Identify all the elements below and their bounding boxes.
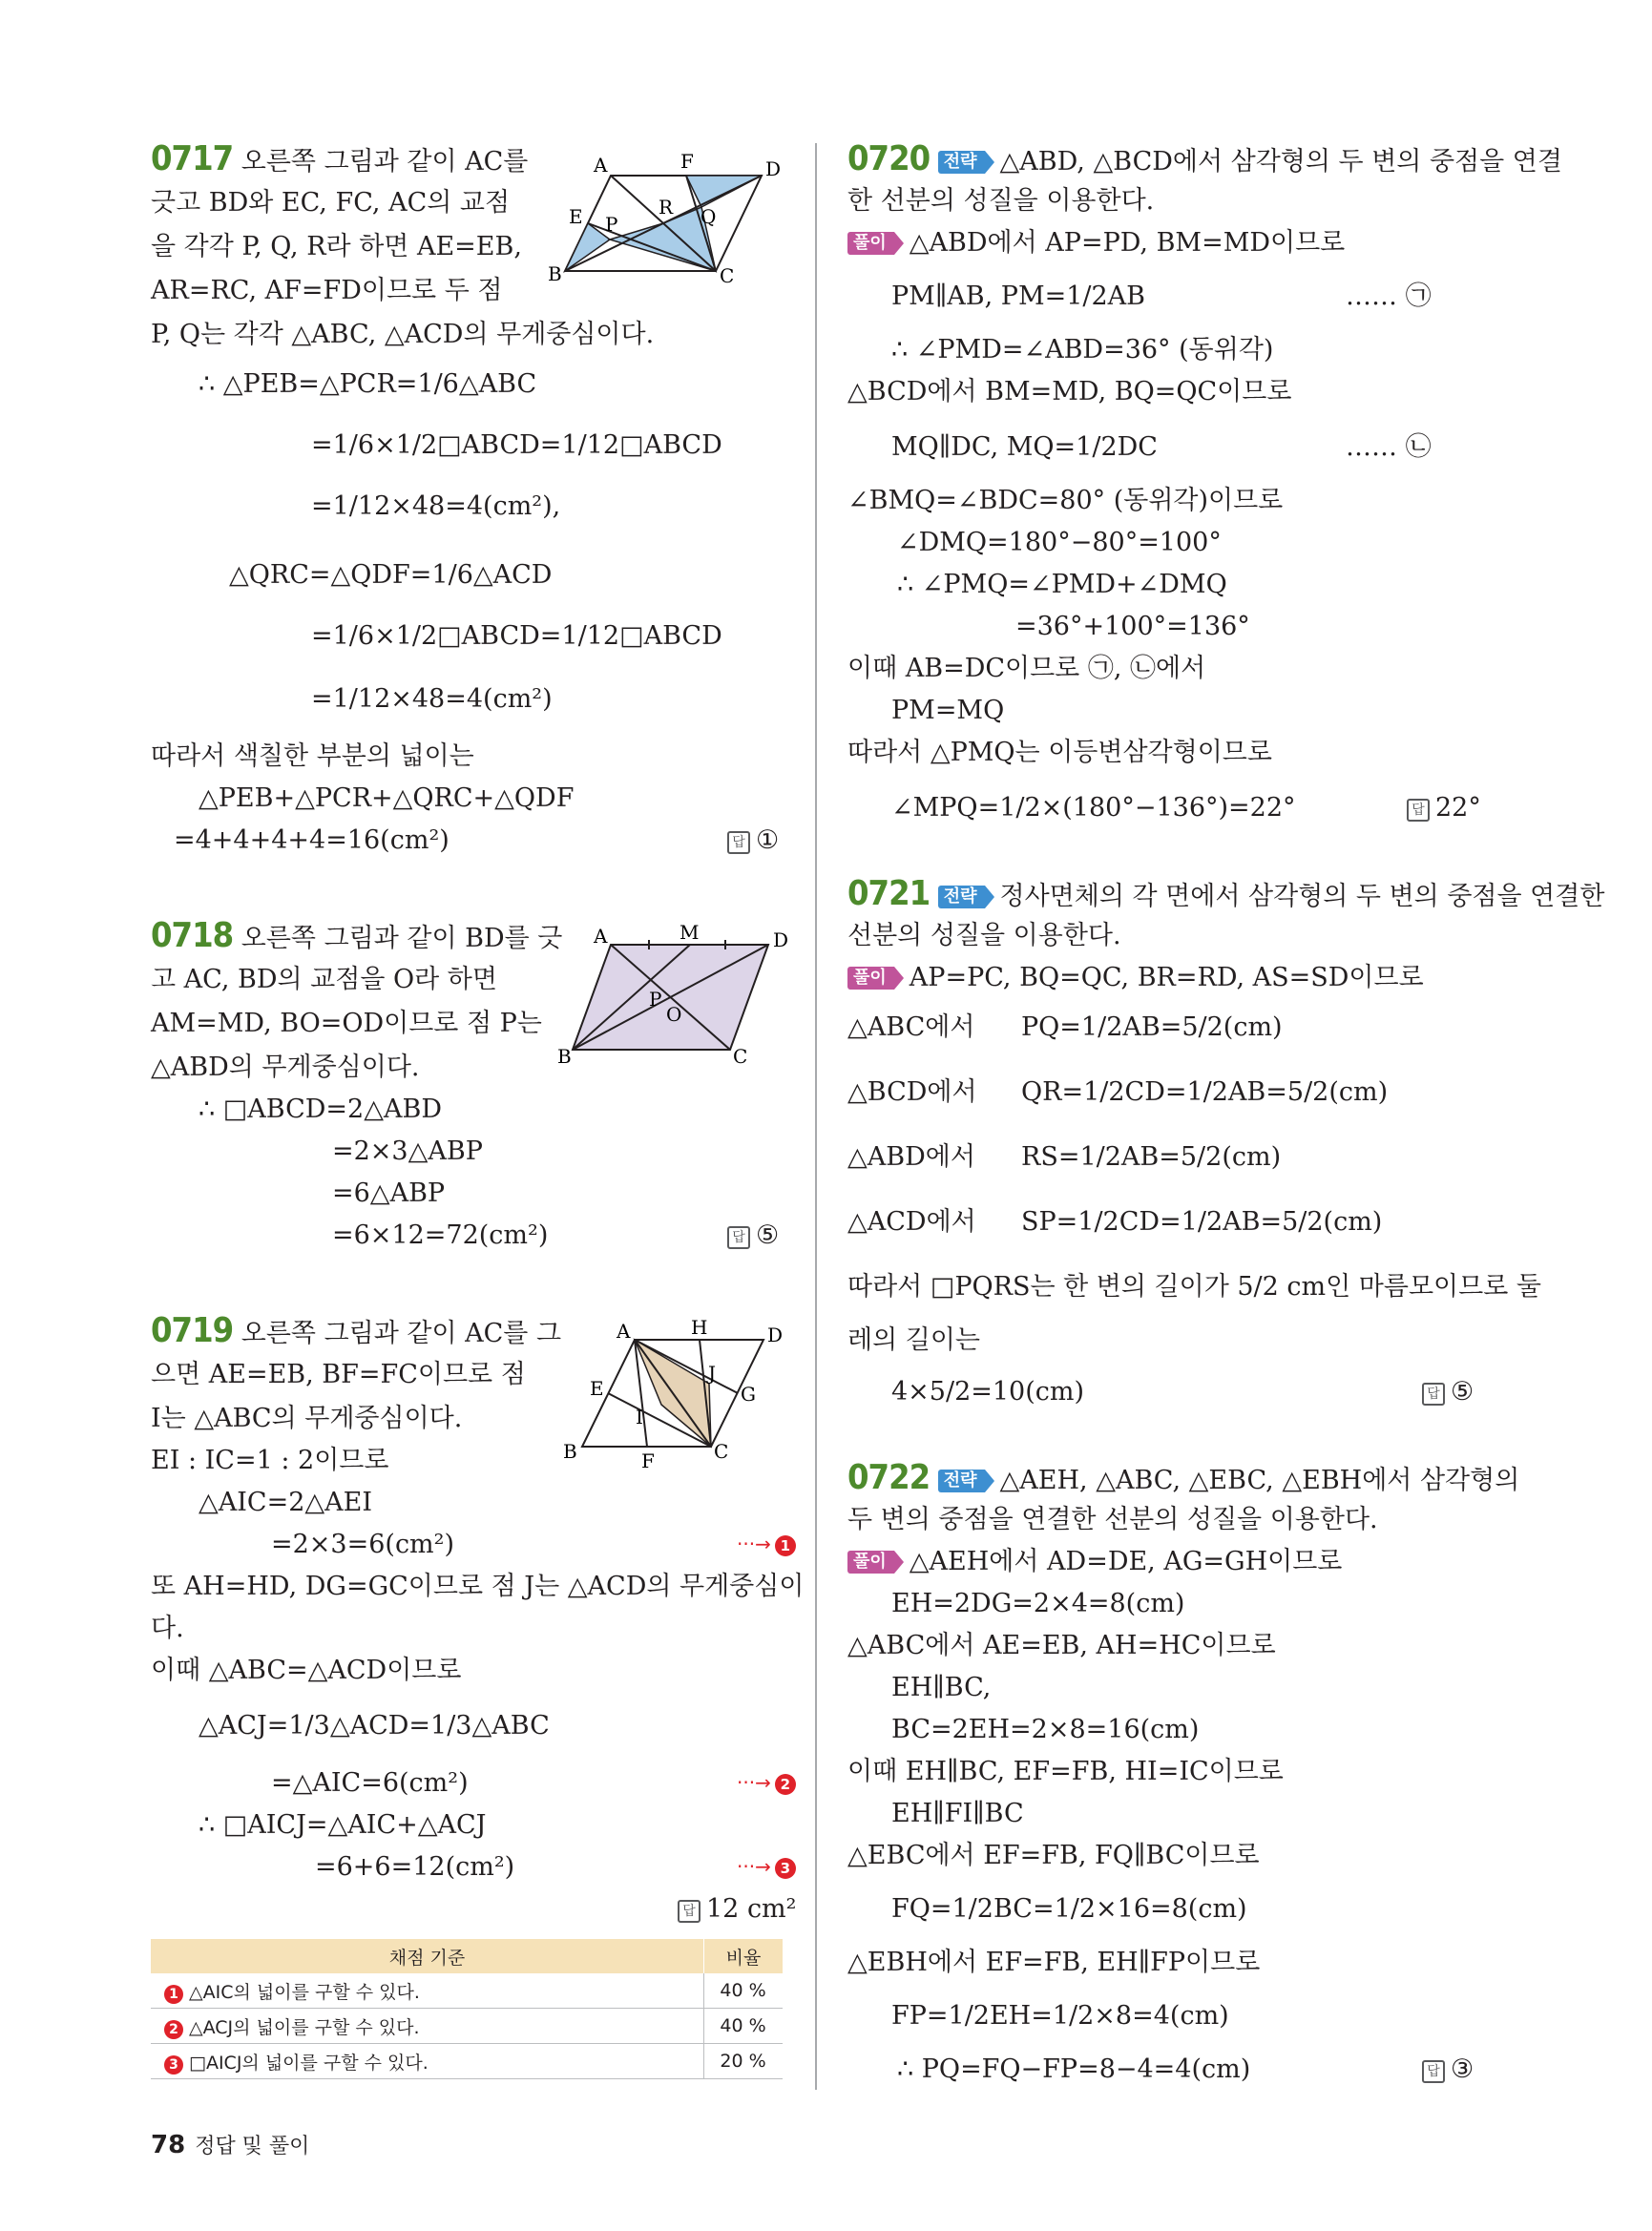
answer-icon: 답	[1422, 1383, 1445, 1406]
problem-0720-sol-5: MQ∥DC, MQ=1/2DC	[891, 432, 1158, 462]
problem-number: 0718	[151, 916, 234, 955]
problem-0720-line-1: 0720 전략 △ABD, △BCD에서 삼각형의 두 변의 중점을 연결	[847, 139, 1562, 178]
problem-0719-line-7: 또 AH=HD, DG=GC이므로 점 J는 △ACD의 무게중심이	[151, 1572, 805, 1601]
svg-text:R: R	[659, 196, 674, 219]
svg-text:D: D	[773, 928, 789, 951]
svg-text:B: B	[557, 1045, 572, 1068]
svg-text:D: D	[767, 1324, 784, 1346]
problem-number: 0719	[151, 1311, 234, 1350]
problem-0717-line-8: =1/12×48=4(cm²),	[311, 491, 561, 521]
step-marker-1: ···→ 1	[737, 1533, 796, 1556]
table-row: 3 □AICJ의 넓이를 구할 수 있다. 20 %	[151, 2044, 783, 2079]
svg-text:C: C	[714, 1440, 729, 1463]
problem-0719-line-6: =2×3=6(cm²)	[271, 1530, 455, 1559]
svg-text:F: F	[680, 150, 694, 173]
page-footer	[151, 2130, 309, 2159]
problem-0717-line-3: 을 각각 P, Q, R라 하면 AE=EB,	[151, 232, 522, 261]
problem-0718-line-5: ∴ □ABCD=2△ABD	[199, 1095, 442, 1124]
problem-0719-line-4: EI : IC=1 : 2이므로	[151, 1446, 389, 1475]
strategy-tag: 전략	[938, 151, 985, 174]
problem-0719-line-5: △AIC=2△AEI	[199, 1488, 373, 1517]
problem-0717-line-7: =1/6×1/2□ABCD=1/12□ABCD	[311, 430, 722, 460]
svg-text:B: B	[563, 1440, 577, 1463]
problem-0720-sol-11: PM=MQ	[891, 696, 1005, 725]
problem-0717-line-11: =1/12×48=4(cm²)	[311, 684, 553, 714]
problem-0720-sol-3: ∴ ∠PMD=∠ABD=36° (동위각)	[891, 335, 1274, 365]
page-number: 78	[151, 2131, 186, 2159]
problem-0722-sol-2: EH=2DG=2×4=8(cm)	[891, 1589, 1185, 1618]
problem-0721-sol-7: RS=1/2AB=5/2(cm)	[1021, 1142, 1282, 1172]
problem-0717-line-12: 따라서 색칠한 부분의 넓이는	[151, 741, 474, 771]
answer-icon: 답	[1422, 2060, 1445, 2083]
figure-0718	[557, 916, 792, 1069]
problem-0720-sol-6: ∠BMQ=∠BDC=80° (동위각)이므로	[847, 486, 1284, 515]
problem-0719-line-2: 으면 AE=EB, BF=FC이므로 점	[151, 1360, 526, 1389]
problem-0721-sol-5: QR=1/2CD=1/2AB=5/2(cm)	[1021, 1077, 1389, 1107]
problem-0721-sol-10: 따라서 □PQRS는 한 변의 길이가 5/2 cm인 마름모이므로 둘	[847, 1272, 1541, 1302]
ratio-header: 비율	[704, 1939, 784, 1973]
strategy-tag: 전략	[938, 886, 985, 908]
problem-0718-line-8: =6×12=72(cm²)	[332, 1220, 549, 1250]
problem-0720-sol-7: ∠DMQ=180°−80°=100°	[897, 528, 1222, 557]
problem-0719-line-11: =△AIC=6(cm²)	[271, 1768, 469, 1798]
problem-0721-sol-6: △ABD에서	[847, 1142, 975, 1172]
problem-0721-sol-4: △BCD에서	[847, 1077, 977, 1107]
answer-icon: 답	[678, 1900, 701, 1923]
svg-text:A: A	[617, 1320, 631, 1343]
svg-text:B: B	[548, 262, 562, 285]
solution-tag: 풀이	[847, 1551, 894, 1574]
problem-0722-sol-8: △EBC에서 EF=FB, FQ∥BC이므로	[847, 1841, 1260, 1870]
answer-0721: 답 ⑤	[1422, 1376, 1474, 1408]
step-marker-2: ···→ 2	[737, 1771, 796, 1795]
answer-icon: 답	[727, 1226, 750, 1249]
problem-0722-sol-7: EH∥FI∥BC	[891, 1799, 1024, 1828]
svg-text:F: F	[641, 1449, 655, 1472]
problem-0722-strategy-2: 두 변의 중점을 연결한 선분의 성질을 이용한다.	[847, 1505, 1378, 1534]
problem-0721-sol-1: 풀이 AP=PC, BQ=QC, BR=RD, AS=SD이므로	[847, 962, 1424, 994]
scoring-table-header	[151, 1939, 783, 1973]
problem-0722-line-1: 0722 전략 △AEH, △ABC, △EBC, △EBH에서 삼각형의	[847, 1458, 1520, 1497]
problem-0720-sol-13: ∠MPQ=1/2×(180°−136°)=22°	[891, 793, 1296, 823]
problem-0719-line-12: ∴ □AICJ=△AIC+△ACJ	[199, 1810, 487, 1840]
shaded-triangle-peb	[565, 223, 610, 271]
mark-a: …… ㉠	[1346, 281, 1432, 311]
problem-0718-line-3: AM=MD, BO=OD이므로 점 P는	[151, 1009, 542, 1038]
problem-0722-sol-11: FP=1/2EH=1/2×8=4(cm)	[891, 2001, 1229, 2031]
problem-0720-strategy-2: 한 선분의 성질을 이용한다.	[847, 186, 1155, 216]
problem-0721-sol-9: SP=1/2CD=1/2AB=5/2(cm)	[1021, 1207, 1383, 1237]
svg-text:C: C	[733, 1045, 748, 1068]
problem-0717-line-6: ∴ △PEB=△PCR=1/6△ABC	[199, 369, 537, 399]
mark-b: …… ㉡	[1346, 432, 1432, 462]
svg-text:E: E	[569, 205, 583, 228]
problem-0720-sol-4: △BCD에서 BM=MD, BQ=QC이므로	[847, 377, 1292, 407]
answer-0720: 답 22°	[1407, 792, 1481, 824]
problem-0719-line-8: 다.	[151, 1614, 184, 1643]
problem-0720-sol-10: 이때 AB=DC이므로 ㉠, ㉡에서	[847, 654, 1206, 683]
problem-0720-sol-12: 따라서 △PMQ는 이등변삼각형이므로	[847, 738, 1272, 767]
problem-0719-line-10: △ACJ=1/3△ACD=1/3△ABC	[199, 1711, 550, 1741]
problem-number: 0721	[847, 874, 931, 913]
svg-text:O: O	[666, 1003, 682, 1026]
problem-0719-line-1: 0719 오른쪽 그림과 같이 AC를 그	[151, 1311, 562, 1350]
svg-text:D: D	[765, 157, 782, 180]
svg-text:A: A	[594, 154, 608, 177]
problem-0722-sol-9: FQ=1/2BC=1/2×16=8(cm)	[891, 1894, 1247, 1924]
problem-0717-line-4: AR=RC, AF=FD이므로 두 점	[151, 276, 503, 305]
problem-number: 0722	[847, 1458, 931, 1497]
svg-text:G: G	[741, 1383, 756, 1406]
criteria-header: 채점 기준	[151, 1939, 704, 1973]
column-divider	[815, 143, 817, 2090]
problem-0721-sol-2: △ABC에서	[847, 1012, 975, 1042]
problem-0721-sol-3: PQ=1/2AB=5/2(cm)	[1021, 1012, 1283, 1042]
problem-0722-sol-5: BC=2EH=2×8=16(cm)	[891, 1715, 1200, 1744]
problem-0719-line-13: =6+6=12(cm²)	[315, 1852, 515, 1882]
problem-0718-line-1: 0718 오른쪽 그림과 같이 BD를 긋	[151, 916, 563, 955]
problem-0722-sol-6: 이때 EH∥BC, EF=FB, HI=IC이므로	[847, 1757, 1284, 1786]
problem-0720-sol-2: PM∥AB, PM=1/2AB	[891, 281, 1146, 311]
answer-0719: 답 12 cm²	[678, 1893, 797, 1926]
problem-0720-sol-9: =36°+100°=136°	[1015, 612, 1250, 641]
svg-text:I: I	[636, 1406, 643, 1428]
problem-0722-sol-10: △EBH에서 EF=FB, EH∥FP이므로	[847, 1948, 1261, 1977]
svg-text:P: P	[649, 988, 662, 1011]
answer-icon: 답	[1407, 799, 1430, 822]
svg-text:M: M	[680, 921, 700, 944]
problem-0719-line-3: I는 △ABC의 무게중심이다.	[151, 1404, 463, 1433]
answer-icon: 답	[727, 831, 750, 854]
problem-0721-strategy-2: 선분의 성질을 이용한다.	[847, 921, 1121, 950]
problem-0722-sol-3: △ABC에서 AE=EB, AH=HC이므로	[847, 1631, 1276, 1660]
section-title: 정답 및 풀이	[195, 2135, 310, 2158]
figure-0719	[563, 1311, 792, 1472]
problem-0721-sol-8: △ACD에서	[847, 1207, 976, 1237]
svg-text:H: H	[691, 1316, 708, 1339]
problem-0717-line-14: =4+4+4+4=16(cm²)	[174, 825, 450, 855]
problem-0722-sol-1: 풀이 △AEH에서 AD=DE, AG=GH이므로	[847, 1546, 1342, 1578]
problem-0717-line-5: P, Q는 각각 △ABC, △ACD의 무게중심이다.	[151, 320, 655, 349]
problem-0721-sol-11: 레의 길이는	[847, 1325, 980, 1355]
svg-text:E: E	[590, 1377, 604, 1400]
solution-tag: 풀이	[847, 967, 894, 990]
problem-0717-line-9: △QRC=△QDF=1/6△ACD	[229, 560, 553, 590]
step-marker-3: ···→ 3	[737, 1855, 796, 1879]
problem-0720-sol-1: 풀이 △ABD에서 AP=PD, BM=MD이므로	[847, 227, 1345, 260]
problem-number: 0720	[847, 139, 931, 178]
answer-0718: 답 ⑤	[727, 1220, 779, 1252]
problem-0718-line-6: =2×3△ABP	[332, 1136, 483, 1166]
table-row: 1 △AIC의 넓이를 구할 수 있다. 40 %	[151, 1973, 783, 2009]
strategy-tag: 전략	[938, 1470, 985, 1492]
problem-0721-line-1: 0721 전략 정사면체의 각 면에서 삼각형의 두 변의 중점을 연결한	[847, 874, 1605, 913]
svg-text:A: A	[594, 925, 608, 948]
svg-text:P: P	[605, 213, 618, 236]
problem-0718-line-7: =6△ABP	[332, 1178, 446, 1208]
figure-0717	[544, 143, 792, 286]
problem-0722-sol-4: EH∥BC,	[891, 1673, 992, 1702]
problem-number: 0717	[151, 139, 234, 178]
problem-0718-line-2: 고 AC, BD의 교점을 O라 하면	[151, 965, 497, 994]
scoring-table	[151, 1939, 783, 2079]
problem-0719-line-9: 이때 △ABC=△ACD이므로	[151, 1656, 462, 1685]
problem-0717-line-2: 긋고 BD와 EC, FC, AC의 교점	[151, 188, 511, 218]
problem-0717-line-1: 0717 오른쪽 그림과 같이 AC를	[151, 139, 529, 178]
svg-text:J: J	[708, 1362, 717, 1385]
problem-0718-line-4: △ABD의 무게중심이다.	[151, 1053, 420, 1082]
problem-0722-sol-12: ∴ PQ=FQ−FP=8−4=4(cm)	[897, 2054, 1251, 2084]
answer-0722: 답 ③	[1422, 2054, 1474, 2086]
svg-text:Q: Q	[701, 205, 717, 228]
problem-0717-line-13: △PEB+△PCR+△QRC+△QDF	[199, 783, 575, 813]
problem-0721-sol-12: 4×5/2=10(cm)	[891, 1377, 1085, 1407]
solution-tag: 풀이	[847, 232, 894, 255]
svg-text:C: C	[720, 264, 735, 287]
table-row: 2 △ACJ의 넓이를 구할 수 있다. 40 %	[151, 2009, 783, 2044]
problem-0717-line-10: =1/6×1/2□ABCD=1/12□ABCD	[311, 621, 722, 651]
answer-0717: 답 ①	[727, 824, 779, 857]
problem-0720-sol-8: ∴ ∠PMQ=∠PMD+∠DMQ	[897, 570, 1227, 599]
